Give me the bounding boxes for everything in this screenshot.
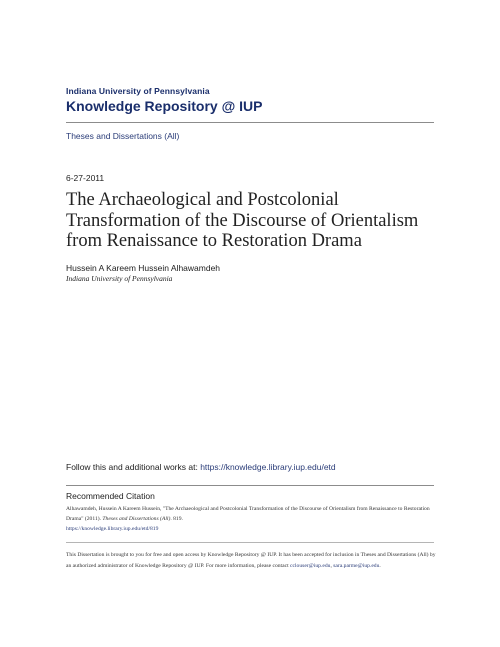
access-notice: [66, 550, 438, 571]
title-line-1: The Archaeological and Postcolonial: [66, 190, 339, 210]
citation-heading: Recommended Citation: [66, 491, 155, 501]
header-divider: [66, 122, 434, 123]
notice-body: This Dissertation is brought to you for free and open access by Knowledge Repository @ IUP. It has been accepted for inclusion in Theses and Dissertations (All) by an authorized administrator of Knowledge Repository @ IUP. For more information, please contact: [66, 552, 436, 569]
contact-email-1[interactable]: cclouser@iup.edu: [290, 562, 331, 569]
publication-date: 6-27-2011: [66, 173, 105, 183]
follow-prefix: Follow this and additional works at:: [66, 462, 201, 472]
notice-separator: ,: [330, 562, 334, 569]
author-name: Hussein A Kareem Hussein Alhawamdeh: [66, 263, 221, 273]
citation-text: [66, 504, 438, 534]
follow-link[interactable]: https://knowledge.library.iup.edu/etd: [200, 462, 336, 472]
citation-number: . 819.: [170, 516, 183, 522]
university-name: Indiana University of Pennsylvania: [66, 86, 210, 96]
repository-name[interactable]: Knowledge Repository @ IUP: [66, 98, 263, 114]
author-affiliation: Indiana University of Pennsylvania: [66, 274, 173, 283]
title-line-3: from Renaissance to Restoration Drama: [66, 231, 362, 251]
title-line-2: Transformation of the Discourse of Orientalism: [66, 210, 419, 231]
citation-link[interactable]: https://knowledge.library.iup.edu/etd/819: [66, 526, 159, 532]
citation-body: Alhawamdeh, Hussein A Kareem Hussein, "The Archaeological and Postcolonial Transformation of the Discourse of Orientalism from Renaissance to Restoration Drama" (2011).: [66, 506, 430, 522]
document-title: [66, 190, 438, 252]
contact-email-2[interactable]: sara.parme@iup.edu: [333, 562, 380, 569]
notice-divider: [66, 542, 434, 543]
collection-link[interactable]: Theses and Dissertations (All): [66, 131, 180, 141]
follow-line: [66, 462, 336, 472]
citation-divider: [66, 485, 434, 486]
citation-series: Theses and Dissertations (All): [102, 516, 171, 522]
notice-end: .: [379, 562, 381, 569]
